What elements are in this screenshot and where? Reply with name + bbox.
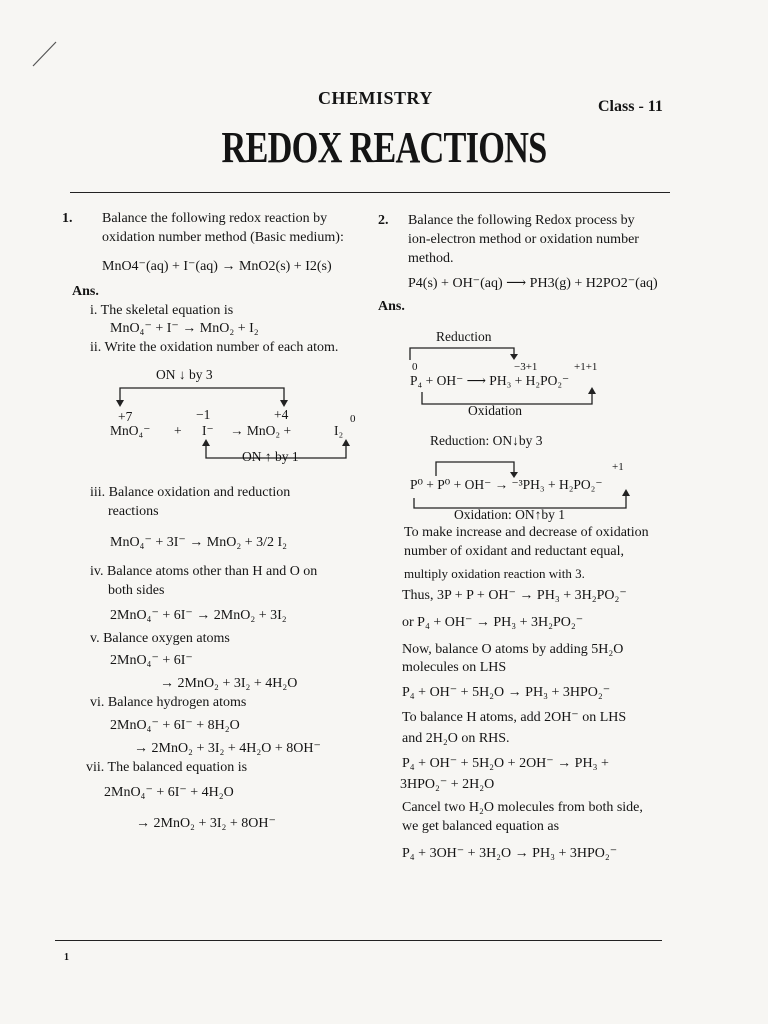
oxidation-number: 0 <box>412 361 418 374</box>
oxidation-label: Oxidation: ON↑by 1 <box>454 507 565 523</box>
oxidation-number: +1 <box>612 461 624 474</box>
question-1 <box>62 210 367 834</box>
body-text: and 2H₂O on RHS. <box>402 731 510 747</box>
body-text: To make increase and decrease of oxidation <box>404 525 649 541</box>
question-text: oxidation number method (Basic medium): <box>102 229 344 245</box>
step-text: ii. Write the oxidation number of each atom. <box>90 340 339 356</box>
answer-label: Ans. <box>378 298 405 314</box>
diagram-species: → MnO₂ + <box>230 423 292 439</box>
step-text: iv. Balance atoms other than H and O on <box>90 563 318 579</box>
equation: 2MnO₄⁻ + 6I⁻ <box>110 653 193 669</box>
body-text: multiply oxidation reaction with 3. <box>404 566 585 582</box>
diagram-species: MnO₄⁻ <box>110 423 151 439</box>
question-text: Balance the following Redox process by <box>408 213 635 228</box>
oxidation-number: 0 <box>350 413 356 426</box>
step-text: i. The skeletal equation is <box>90 302 234 318</box>
subject-heading: CHEMISTRY <box>318 88 433 108</box>
equation: → 2MnO₂ + 3I₂ + 8OH⁻ <box>136 815 276 831</box>
footer-divider <box>55 940 662 941</box>
question-number: 2. <box>378 213 389 228</box>
equation: MnO₄⁻ + 3I⁻ → MnO₂ + 3/2 I₂ <box>110 535 288 551</box>
on-decrease-label: ON ↓ by 3 <box>156 367 213 383</box>
answer-label: Ans. <box>72 283 99 299</box>
question-text: Balance the following redox reaction by <box>102 211 328 226</box>
oxidation-number: +1+1 <box>574 361 598 374</box>
step-text: vi. Balance hydrogen atoms <box>90 695 247 711</box>
body-text: Cancel two H₂O molecules from both side, <box>402 799 643 815</box>
redox-diagram-2 <box>378 426 678 523</box>
redox-diagram-1 <box>378 318 678 420</box>
body-text: To balance H atoms, add 2OH⁻ on LHS <box>402 710 627 726</box>
equation: P₄ + OH⁻ + 5H₂O → PH₃ + 3HPO₂⁻ <box>402 685 611 701</box>
question-2 <box>378 212 678 863</box>
oxidation-label: Oxidation <box>468 403 522 419</box>
step-text: v. Balance oxygen atoms <box>90 630 230 646</box>
class-label: Class - 11 <box>598 98 663 115</box>
equation: 2MnO₄⁻ + 6I⁻ + 8H₂O <box>110 718 240 734</box>
question-text: ion-electron method or oxidation number <box>408 231 639 247</box>
diagram-equation: P₄ + OH⁻ ⟶ PH₃ + H₂PO₂⁻ <box>410 373 570 389</box>
step-text: reactions <box>108 504 159 520</box>
body-text: Now, balance O atoms by adding 5H₂O <box>402 641 624 657</box>
step-text: vii. The balanced equation is <box>86 759 248 775</box>
oxidation-number: +4 <box>274 407 289 423</box>
diagram-species: I₂ <box>334 423 344 439</box>
body-text: we get balanced equation as <box>402 818 560 834</box>
equation: Thus, 3P + P + OH⁻ → PH₃ + 3H₂PO₂⁻ <box>402 587 627 603</box>
diagram-equation: P⁰ + P⁰ + OH⁻ → ⁻³PH₃ + H₂PO₂⁻ <box>410 477 603 493</box>
page-number: 1 <box>64 952 69 963</box>
oxidation-number: −3+1 <box>514 361 538 374</box>
equation: 2MnO₄⁻ + 6I⁻ + 4H₂O <box>104 784 234 800</box>
equation: MnO₄⁻ + I⁻ → MnO₂ + I₂ <box>110 321 259 337</box>
page-title: REDOX REACTIONS <box>221 123 547 172</box>
question-text: method. <box>408 250 454 266</box>
equation: 3HPO₂⁻ + 2H₂O <box>400 776 495 792</box>
equation: P₄ + OH⁻ + 5H₂O + 2OH⁻ → PH₃ + <box>402 756 609 772</box>
question-number: 1. <box>62 211 73 226</box>
pen-mark-icon <box>30 40 60 70</box>
diagram-species: + <box>174 423 182 439</box>
equation: → 2MnO₂ + 3I₂ + 4H₂O + 8OH⁻ <box>134 741 321 757</box>
question-equation: MnO4⁻(aq) + I⁻(aq) → MnO2(s) + I2(s) <box>102 258 332 274</box>
body-text: molecules on LHS <box>402 660 507 676</box>
equation: P₄ + 3OH⁻ + 3H₂O → PH₃ + 3HPO₂⁻ <box>402 845 618 861</box>
header-divider <box>70 192 670 193</box>
reduction-label: Reduction: ON↓by 3 <box>430 433 543 449</box>
step-text: both sides <box>108 582 165 598</box>
equation: → 2MnO₂ + 3I₂ + 4H₂O <box>160 676 298 692</box>
body-text: number of oxidant and reductant equal, <box>404 544 625 560</box>
oxidation-number: +7 <box>118 409 133 425</box>
equation: or P₄ + OH⁻ → PH₃ + 3H₂PO₂⁻ <box>402 614 584 630</box>
question-equation: P4(s) + OH⁻(aq) ⟶ PH3(g) + H2PO2⁻(aq) <box>408 275 658 291</box>
equation: 2MnO₄⁻ + 6I⁻ → 2MnO₂ + 3I₂ <box>110 607 287 623</box>
oxidation-number-diagram <box>62 360 367 472</box>
oxidation-number: −1 <box>196 407 211 423</box>
on-increase-label: ON ↑ by 1 <box>242 449 299 465</box>
diagram-species: I⁻ <box>202 423 214 439</box>
step-text: iii. Balance oxidation and reduction <box>90 485 291 501</box>
reduction-label: Reduction <box>436 329 492 345</box>
